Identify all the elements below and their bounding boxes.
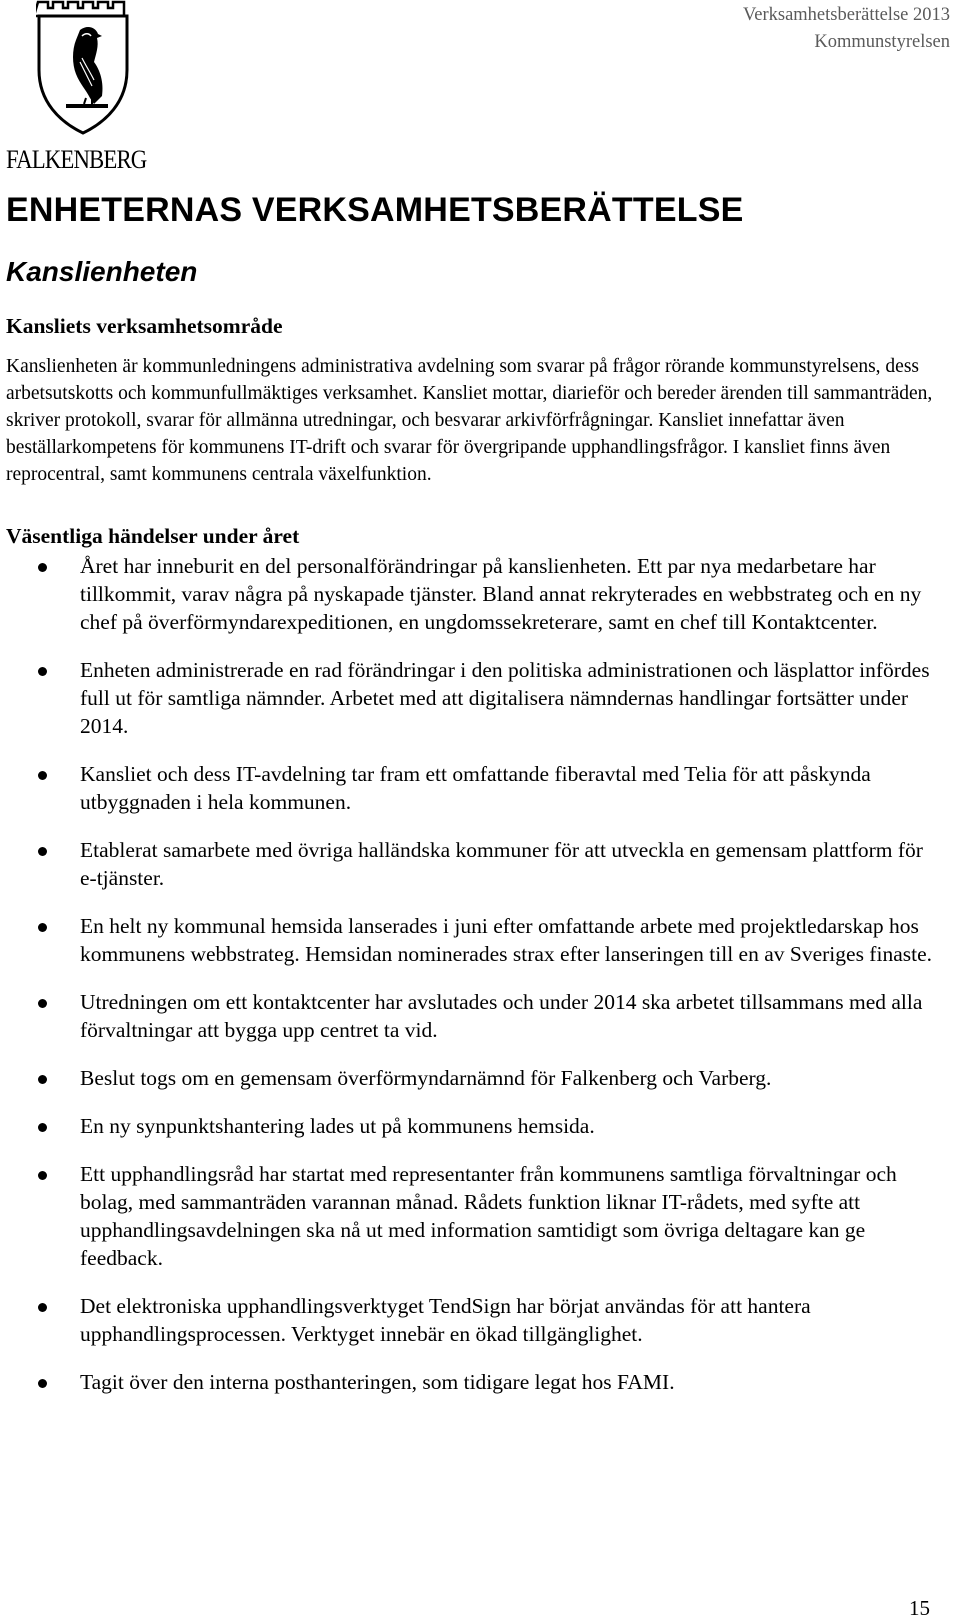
report-title: Verksamhetsberättelse 2013 xyxy=(742,5,950,25)
bullet-icon xyxy=(38,667,47,676)
list-item xyxy=(0,656,940,740)
list-item xyxy=(0,1292,940,1348)
list-item xyxy=(0,1064,940,1092)
list-item-text: Etablerat samarbete med övriga halländska kommuner för att utveckla en gemensam plattform för e-tjänster. xyxy=(80,838,923,890)
list-item-text: Utredningen om ett kontaktcenter har avslutades och under 2014 ska arbetet tillsammans med alla förvaltningar att bygga upp centret ta vid. xyxy=(80,990,923,1042)
page-number: 15 xyxy=(909,1596,930,1620)
municipality-logo xyxy=(4,0,164,176)
list-item xyxy=(0,988,940,1044)
list-item xyxy=(0,1112,940,1140)
logo-wordmark: FALKENBERG xyxy=(6,144,147,174)
list-item-text: En ny synpunktshantering lades ut på kommunens hemsida. xyxy=(80,1114,595,1138)
list-item-text: Året har inneburit en del personalförändringar på kanslienheten. Ett par nya medarbetare har tillkommit, varav några på nyskapade tjänster. Bland annat rekryterades en webbstrateg och en ny chef på överförmyndarexpeditionen, en ungdomssekreterare, samt en chef till Kontaktcenter. xyxy=(80,554,922,634)
list-item xyxy=(0,760,940,816)
bullet-icon xyxy=(38,1075,47,1084)
list-item-text: Tagit över den interna posthanteringen, som tidigare legat hos FAMI. xyxy=(80,1370,675,1394)
list-item-text: Beslut togs om en gemensam överförmyndarnämnd för Falkenberg och Varberg. xyxy=(80,1066,772,1090)
list-item xyxy=(0,552,940,636)
report-subtitle: Kommunstyrelsen xyxy=(814,32,950,52)
list-item xyxy=(0,1368,940,1396)
events-list xyxy=(0,552,940,1416)
bullet-icon xyxy=(38,923,47,932)
document-title: ENHETERNAS VERKSAMHETSBERÄTTELSE xyxy=(6,191,744,229)
list-item xyxy=(0,1160,940,1272)
bullet-icon xyxy=(38,999,47,1008)
list-item-text: Kansliet och dess IT-avdelning tar fram ett omfattande fiberavtal med Telia för att påskynda utbyggnaden i hela kommunen. xyxy=(80,762,871,814)
events-heading: Väsentliga händelser under året xyxy=(6,524,300,548)
bullet-icon xyxy=(38,1171,47,1180)
bullet-icon xyxy=(38,847,47,856)
bullet-icon xyxy=(38,1303,47,1312)
list-item-text: Enheten administrerade en rad förändringar i den politiska administrationen och läsplattor infördes full ut för samtliga nämnder. Arbetet med att digitalisera nämndernas handlingar fortsätter under 2014. xyxy=(80,658,930,738)
area-heading: Kansliets verksamhetsområde xyxy=(6,314,283,338)
area-paragraph: Kanslienheten är kommunledningens administrativa avdelning som svarar på frågor rörande kommunstyrelsens, dess arbetsutskotts och kommunfullmäktiges verksamhet. Kansliet mottar, diarieför och bereder ärenden till sammanträden, skriver protokoll, svarar för allmänna utredningar, och besvarar arkivförfrågningar. Kansliet innefattar även beställarkompetens för kommunens IT-drift och svarar för övergripande upphandlingsfrågor. I kansliet finns även reprocentral, samt kommunens centrala växelfunktion. xyxy=(6,356,933,485)
list-item-text: Det elektroniska upphandlingsverktyget TendSign har börjat användas för att hantera upphandlingsprocessen. Verktyget innebär en ökad tillgänglighet. xyxy=(80,1294,811,1346)
bullet-icon xyxy=(38,1379,47,1388)
bullet-icon xyxy=(38,563,47,572)
unit-title: Kanslienheten xyxy=(6,256,198,287)
bullet-icon xyxy=(38,1123,47,1132)
list-item-text: En helt ny kommunal hemsida lanserades i juni efter omfattande arbete med projektledarskap hos kommunens webbstrateg. Hemsidan nominerades strax efter lanseringen till en av Sveriges finaste. xyxy=(80,914,932,966)
bullet-icon xyxy=(38,771,47,780)
list-item-text: Ett upphandlingsråd har startat med representanter från kommunens samtliga förvaltningar och bolag, med sammanträden varannan månad. Rådets funktion liknar IT-rådets, med syfte att upphandlingsavdelningen ska nå ut med information samtidigt som övriga deltagare kan ge feedback. xyxy=(80,1162,897,1270)
list-item xyxy=(0,836,940,892)
list-item xyxy=(0,912,940,968)
falcon-crest-icon xyxy=(36,0,130,135)
running-header xyxy=(743,2,950,56)
